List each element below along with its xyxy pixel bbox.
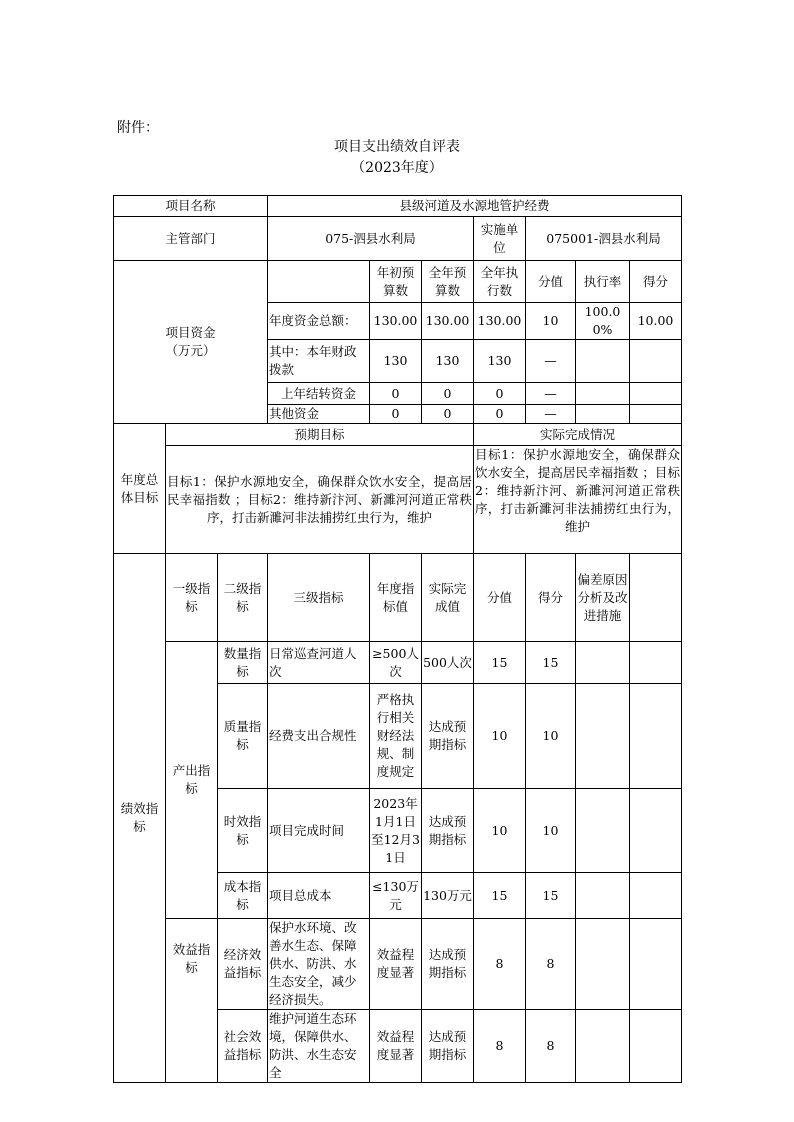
attachment-label: 附件： bbox=[117, 120, 159, 136]
funds-row-label: 其他资金 bbox=[268, 405, 370, 424]
ind-level3: 保护水环境、改善水生态、保障供水、防洪、水生态安全，减少经济损失。 bbox=[268, 919, 370, 1010]
dept-label: 主管部门 bbox=[114, 217, 268, 261]
project-name-label: 项目名称 bbox=[114, 196, 268, 217]
ind-target: ≥500人次 bbox=[370, 642, 422, 684]
ind-actual: 达成预期指标 bbox=[422, 1010, 474, 1083]
funds-row-initial: 0 bbox=[370, 383, 422, 405]
ind-actual: 500人次 bbox=[422, 642, 474, 684]
funds-header-annual: 全年预算数 bbox=[422, 261, 474, 303]
ind-score: 15 bbox=[526, 873, 576, 919]
benefit-indicator-label: 效益指标 bbox=[166, 919, 218, 1083]
ind-score: 10 bbox=[526, 684, 576, 789]
ind-score: 15 bbox=[526, 642, 576, 684]
ind-score: 10 bbox=[526, 789, 576, 873]
ind-header-level1: 一级指标 bbox=[166, 554, 218, 642]
funds-label: 项目资金 bbox=[165, 325, 216, 340]
funds-row-annual: 130 bbox=[422, 340, 474, 383]
ind-blank bbox=[630, 1010, 682, 1083]
ind-level3: 维护河道生态环境，保障供水、防洪、水生态安全 bbox=[268, 1010, 370, 1083]
performance-table bbox=[113, 195, 682, 1083]
ind-header-level3: 三级指标 bbox=[268, 554, 370, 642]
funds-row-rate: 100.00% bbox=[576, 303, 630, 340]
funds-row-executed: 130.00 bbox=[474, 303, 526, 340]
ind-score-value: 8 bbox=[474, 919, 526, 1010]
goals-expected-text: 目标1：保护水源地安全，确保群众饮水安全，提高居民幸福指数 ；目标2：维持新汴河、新濉河河道正常秩序，打击新濉河非法捕捞红虫行为，维护 bbox=[166, 446, 474, 554]
ind-header-target: 年度指标值 bbox=[370, 554, 422, 642]
output-indicator-label: 产出指标 bbox=[166, 642, 218, 919]
ind-level3: 经费支出合规性 bbox=[268, 684, 370, 789]
ind-deviation bbox=[576, 789, 630, 873]
ind-score-value: 10 bbox=[474, 789, 526, 873]
goals-actual-label: 实际完成情况 bbox=[474, 424, 682, 446]
ind-blank bbox=[630, 919, 682, 1010]
goals-label: 年度总体目标 bbox=[114, 424, 166, 554]
ind-blank bbox=[630, 642, 682, 684]
funds-header-blank bbox=[268, 261, 370, 303]
indicators-label: 绩效指标 bbox=[114, 554, 166, 1083]
funds-row-initial: 130.00 bbox=[370, 303, 422, 340]
funds-row-score: 10.00 bbox=[630, 303, 682, 340]
funds-row-rate bbox=[576, 340, 630, 383]
funds-row-score bbox=[630, 340, 682, 383]
funds-header-score-value: 分值 bbox=[526, 261, 576, 303]
ind-level2: 时效指标 bbox=[218, 789, 268, 873]
funds-row-label: 年度资金总额： bbox=[268, 303, 370, 340]
ind-actual: 达成预期指标 bbox=[422, 684, 474, 789]
ind-header-actual: 实际完成值 bbox=[422, 554, 474, 642]
funds-row-executed: 0 bbox=[474, 405, 526, 424]
funds-row-executed: 130 bbox=[474, 340, 526, 383]
ind-blank bbox=[630, 789, 682, 873]
funds-row-score bbox=[630, 405, 682, 424]
funds-row-annual: 0 bbox=[422, 405, 474, 424]
ind-deviation bbox=[576, 684, 630, 789]
ind-blank bbox=[630, 684, 682, 789]
ind-deviation bbox=[576, 642, 630, 684]
funds-row-initial: 130 bbox=[370, 340, 422, 383]
ind-level2: 质量指标 bbox=[218, 684, 268, 789]
goals-actual-text: 目标1：保护水源地安全，确保群众饮水安全，提高居民幸福指数 ；目标2：维持新汴河、新濉河河道正常秩序，打击新濉河非法捕捞红虫行为，维护 bbox=[474, 446, 682, 554]
funds-row-annual: 0 bbox=[422, 383, 474, 405]
funds-row-score-value: — bbox=[526, 340, 576, 383]
ind-header-score-value: 分值 bbox=[474, 554, 526, 642]
goals-expected-label: 预期目标 bbox=[166, 424, 474, 446]
ind-score-value: 10 bbox=[474, 684, 526, 789]
funds-row-executed: 0 bbox=[474, 383, 526, 405]
ind-level2: 经济效益指标 bbox=[218, 919, 268, 1010]
ind-score-value: 15 bbox=[474, 873, 526, 919]
ind-level2: 数量指标 bbox=[218, 642, 268, 684]
ind-actual: 达成预期指标 bbox=[422, 789, 474, 873]
ind-score-value: 8 bbox=[474, 1010, 526, 1083]
project-name: 县级河道及水源地管护经费 bbox=[268, 196, 682, 217]
funds-row-annual: 130.00 bbox=[422, 303, 474, 340]
ind-header-blank bbox=[630, 554, 682, 642]
ind-target: 效益程度显著 bbox=[370, 1010, 422, 1083]
ind-actual: 达成预期指标 bbox=[422, 919, 474, 1010]
funds-row-score-value: — bbox=[526, 405, 576, 424]
ind-level3: 日常巡查河道人次 bbox=[268, 642, 370, 684]
ind-header-score: 得分 bbox=[526, 554, 576, 642]
ind-blank bbox=[630, 873, 682, 919]
ind-level2: 成本指标 bbox=[218, 873, 268, 919]
funds-header-initial: 年初预算数 bbox=[370, 261, 422, 303]
funds-row-label: 上年结转资金 bbox=[268, 383, 370, 405]
ind-deviation bbox=[576, 919, 630, 1010]
impl-value: 075001-泗县水利局 bbox=[526, 217, 682, 261]
ind-header-level2: 二级指标 bbox=[218, 554, 268, 642]
impl-label: 实施单位 bbox=[474, 217, 526, 261]
dept-value: 075-泗县水利局 bbox=[268, 217, 474, 261]
ind-target: 严格执行相关财经法规、制度规定 bbox=[370, 684, 422, 789]
ind-score-value: 15 bbox=[474, 642, 526, 684]
funds-row-rate bbox=[576, 383, 630, 405]
funds-row-initial: 0 bbox=[370, 405, 422, 424]
ind-level2: 社会效益指标 bbox=[218, 1010, 268, 1083]
page-title: 项目支出绩效自评表 bbox=[334, 139, 460, 155]
funds-row-score-value: 10 bbox=[526, 303, 576, 340]
ind-deviation bbox=[576, 873, 630, 919]
funds-header-rate: 执行率 bbox=[576, 261, 630, 303]
ind-actual: 130万元 bbox=[422, 873, 474, 919]
funds-row-score-value: — bbox=[526, 383, 576, 405]
ind-target: ≤130万元 bbox=[370, 873, 422, 919]
funds-header-executed: 全年执行数 bbox=[474, 261, 526, 303]
ind-header-deviation: 偏差原因分析及改进措施 bbox=[576, 554, 630, 642]
ind-target: 效益程度显著 bbox=[370, 919, 422, 1010]
ind-target: 2023年1月1日至12月31日 bbox=[370, 789, 422, 873]
ind-deviation bbox=[576, 1010, 630, 1083]
ind-level3: 项目总成本 bbox=[268, 873, 370, 919]
funds-row-label: 其中：本年财政拨款 bbox=[268, 340, 370, 383]
funds-label-cell bbox=[114, 261, 268, 424]
ind-level3: 项目完成时间 bbox=[268, 789, 370, 873]
funds-unit: （万元） bbox=[165, 343, 216, 358]
year-subtitle: （2023年度） bbox=[351, 160, 443, 176]
funds-row-score bbox=[630, 383, 682, 405]
funds-row-rate bbox=[576, 405, 630, 424]
ind-score: 8 bbox=[526, 919, 576, 1010]
ind-score: 8 bbox=[526, 1010, 576, 1083]
funds-header-score: 得分 bbox=[630, 261, 682, 303]
